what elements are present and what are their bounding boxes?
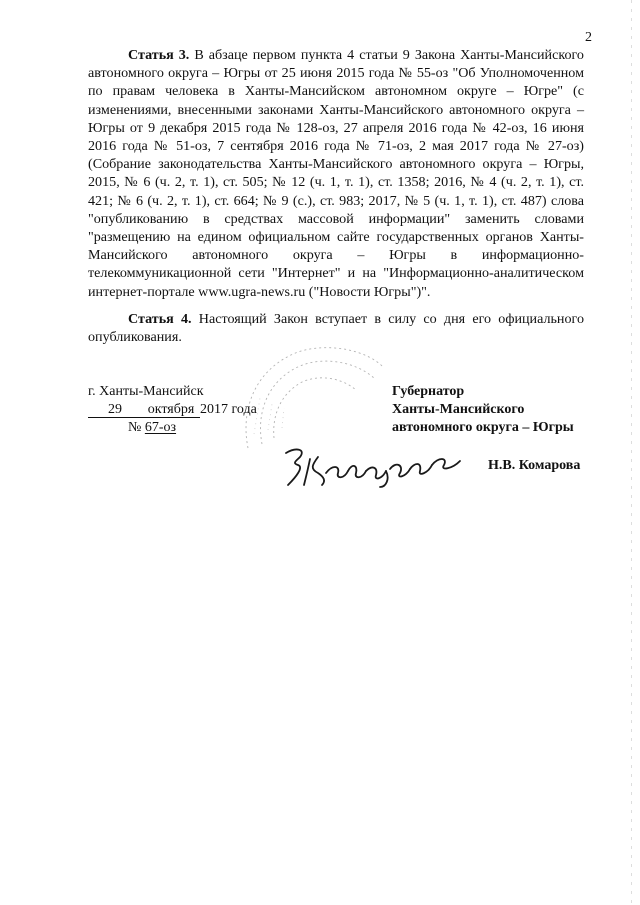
governor-title-line-2: Ханты-Мансийского <box>392 402 525 417</box>
signing-day: 29 <box>88 402 142 418</box>
law-number-sign: № <box>128 420 142 435</box>
signing-year: 2017 года <box>200 402 257 417</box>
page-number: 2 <box>585 30 592 45</box>
governor-name: Н.В. Комарова <box>488 458 581 473</box>
article-4-body: Настоящий Закон вступает в силу со дня его официального опубликования. <box>88 311 584 346</box>
signing-city: г. Ханты-Мансийск <box>88 384 204 399</box>
article-4-heading: Статья 4. <box>128 311 192 327</box>
governor-title-line-3: автономного округа – Югры <box>392 420 574 435</box>
governor-title-line-1: Губернатор <box>392 384 465 399</box>
governor-title-block <box>392 383 597 437</box>
article-3 <box>88 46 584 301</box>
signing-place-date-block <box>88 383 268 437</box>
law-number <box>88 419 268 437</box>
signing-month: октября <box>142 402 200 418</box>
signing-date <box>88 401 268 419</box>
law-number-value: 67-оз <box>144 420 177 435</box>
article-3-body: В абзаце первом пункта 4 статьи 9 Закона Ханты-Мансийского автономного округа – Югры от 25 июня 2015 года № 55-оз "Об Уполномоченном по правам человека в Ханты-Мансийском автономном округе – Югре" (с изменениями, внесенными законами Ханты-Мансийского автономного округа – Югры от 9 декабря 2015 года № 128-оз, 27 апреля 2016 года № 42-оз, 16 июня 2016 года № 51-оз, 7 сентября 2016 года № 71-оз, 2 мая 2017 года № 27-оз) (Собрание законодательства Ханты-Мансийского автономного округа – Югры, 2015, № 6 (ч. 2, т. 1), ст. 505; № 12 (ч. 1, т. 1), ст. 1358; 2016, № 4 (ч. 2, т. 1), ст. 421; № 6 (ч. 2, т. 1), ст. 664; № 9 (с.), ст. 983; 2017, № 5 (ч. 1, т. 1), ст. 487) слова "опубликованию в средствах массовой информации" заменить словами "размещению на едином официальном сайте государственных органов Ханты-Мансийского автономного округа – Югры в информационно-телекоммуникационной сети "Интернет" и на "Информационно-аналитическом интернет-портале www.ugra-news.ru ("Новости Югры")". <box>88 47 584 300</box>
scan-edge <box>631 0 632 905</box>
handwritten-signature-icon <box>282 443 472 489</box>
article-3-heading: Статья 3. <box>128 47 190 63</box>
